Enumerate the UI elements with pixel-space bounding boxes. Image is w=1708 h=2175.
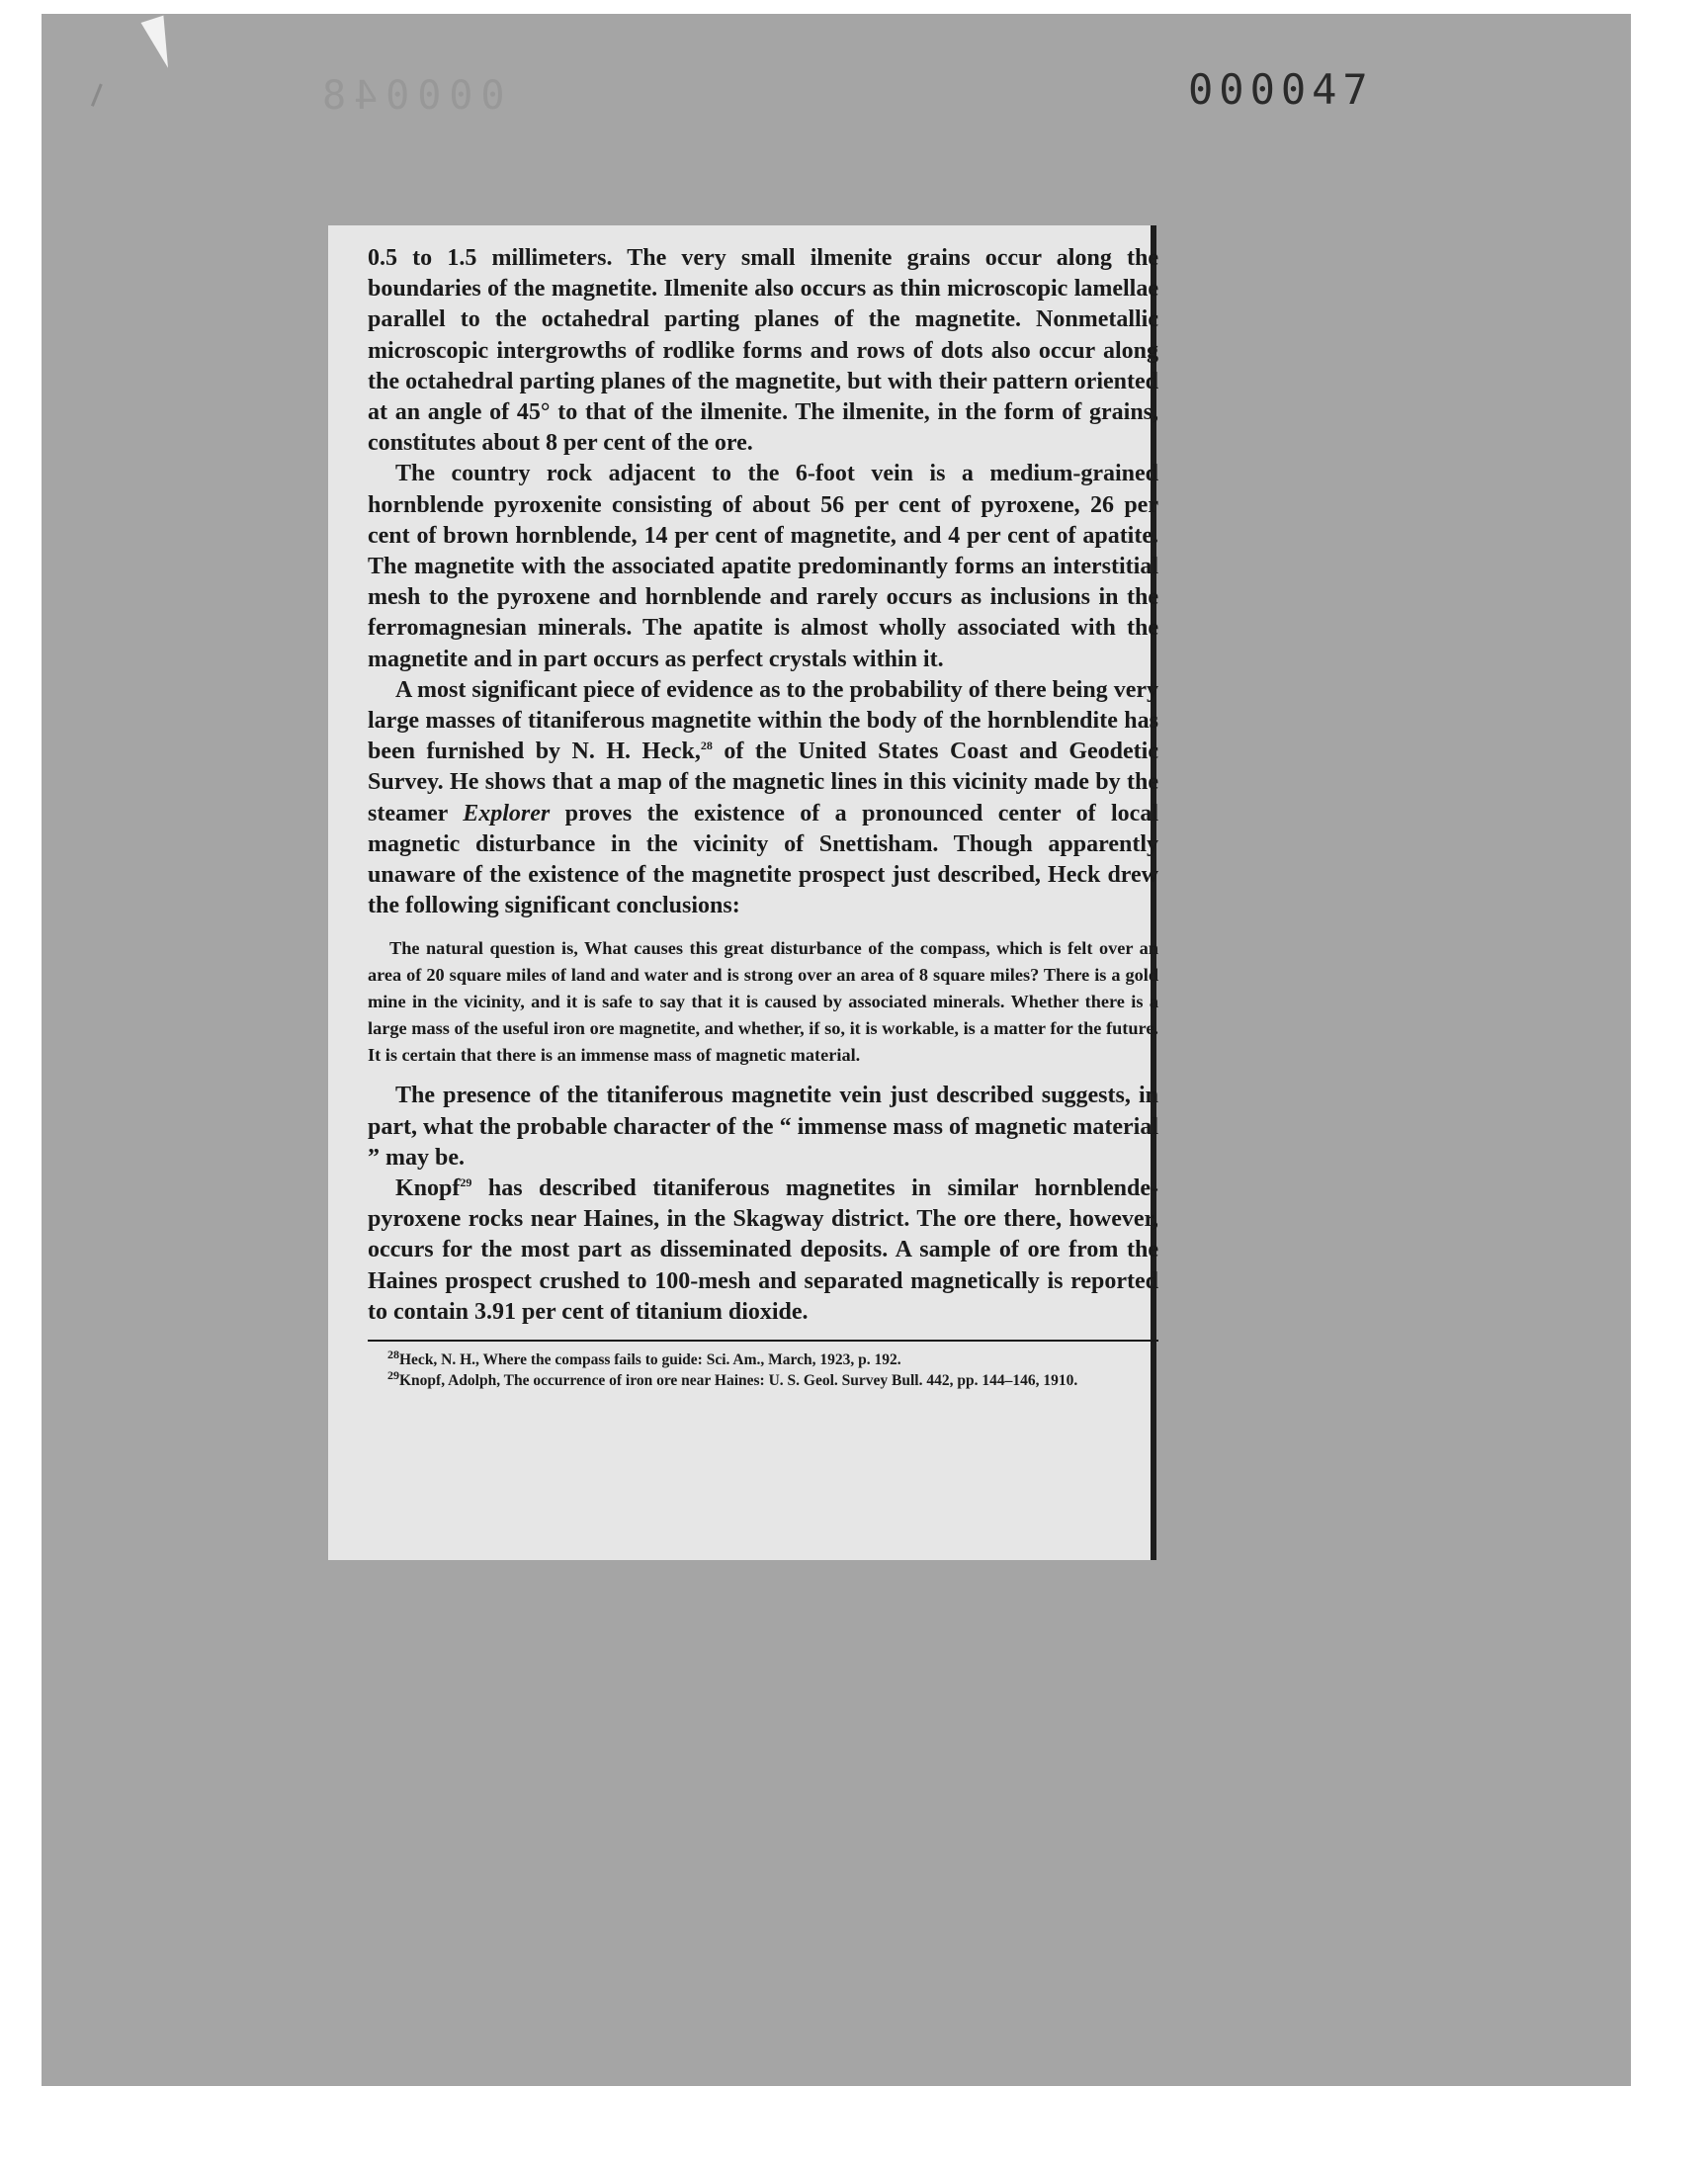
footnote-ref-29: 29 [460,1175,472,1190]
bleed-through-number: 000048 [314,73,505,119]
heck-text-part-2: of the United States Coast and Geodetic Survey. He shows that a map of the magnetic lines in this vicinity made by the steamer [368,739,1158,826]
clipping-text [368,243,1158,1391]
footnote-marker-29: 29 [387,1367,399,1382]
paragraph-country-rock: The country rock adjacent to the 6-foot vein is a medium-grained hornblende pyroxenite consisting of about 56 per cent of pyroxene, 26 per cent of brown hornblende, 14 per cent of magnetite, and 4 per cent of apatite. The magnetite with the associated apatite predominantly forms an interstitial mesh to the pyroxene and hornblende and rarely occurs as inclusions in the ferromagnesian minerals. The apatite is almost wholly associated with the magnetite and in part occurs as perfect crystals within it. [368,461,1158,672]
printed-clipping [328,225,1156,1560]
footnote-marker-28: 28 [387,1347,399,1361]
knopf-text: has described titaniferous magnetites in similar hornblende-pyroxene rocks near Haines, in the Skagway district. The ore there, however, occurs for the most part as disseminated deposits. A sample of ore from the Haines prospect crushed to 100-mesh and separated magnetically is reported to contain 3.91 per cent of titanium dioxide. [368,1175,1158,1325]
paragraph-knopf [368,1174,1158,1328]
heck-text-part-3: proves the existence of a pronounced center of local magnetic disturbance in the vicinity of Snettisham. Though apparently unaware of the existence of the magnetite prospect just described, Heck drew the following significant conclusions: [368,800,1158,919]
footnote-28 [368,1349,1158,1370]
folio-number: 000047 [1188,65,1374,114]
footnote-divider [368,1340,1158,1342]
block-quote-heck: The natural question is, What causes this great disturbance of the compass, which is felt over an area of 20 square miles of land and water and is strong over an area of 8 square miles? There is a gold mine in the vicinity, and it is safe to say that it is caused by associated minerals. Whether there is a large mass of the useful iron ore magnetite, and whether, if so, it is workable, is a matter for the future. It is certain that there is an immense mass of magnetic material. [368,938,1158,1066]
steamer-name: Explorer [463,800,551,826]
heck-text-part-1: A most significant piece of evidence as to the probability of there being very large masses of titaniferous magnetite within the body of the hornblendite has been furnished by N. H. Heck, [368,676,1158,765]
footnote-text-29: Knopf, Adolph, The occurrence of iron ore near Haines: U. S. Geol. Survey Bull. 442, pp. 144–146, 1910. [399,1372,1078,1390]
footnote-29 [368,1367,1158,1391]
paragraph-ilmenite: 0.5 to 1.5 millimeters. The very small ilmenite grains occur along the boundaries of the magnetite. Ilmenite also occurs as thin microscopic lamellae parallel to the octahedral parting planes of the magnetite. Nonmetallic microscopic intergrowths of rodlike forms and rows of dots also occur along the octahedral parting planes of the magnetite, but with their pattern oriented at an angle of 45° to that of the ilmenite. The ilmenite, in the form of grains, constitutes about 8 per cent of the ore. [368,245,1158,457]
paragraph-presence: The presence of the titaniferous magnetite vein just described suggests, in part, what the probable character of the “ immense mass of magnetic material ” may be. [368,1083,1158,1171]
knopf-name: Knopf [395,1175,461,1202]
footnote-text-28: Heck, N. H., Where the compass fails to guide: Sci. Am., March, 1923, p. 192. [399,1351,901,1369]
footnote-ref-28: 28 [700,739,713,753]
paragraph-heck-evidence [368,675,1158,922]
